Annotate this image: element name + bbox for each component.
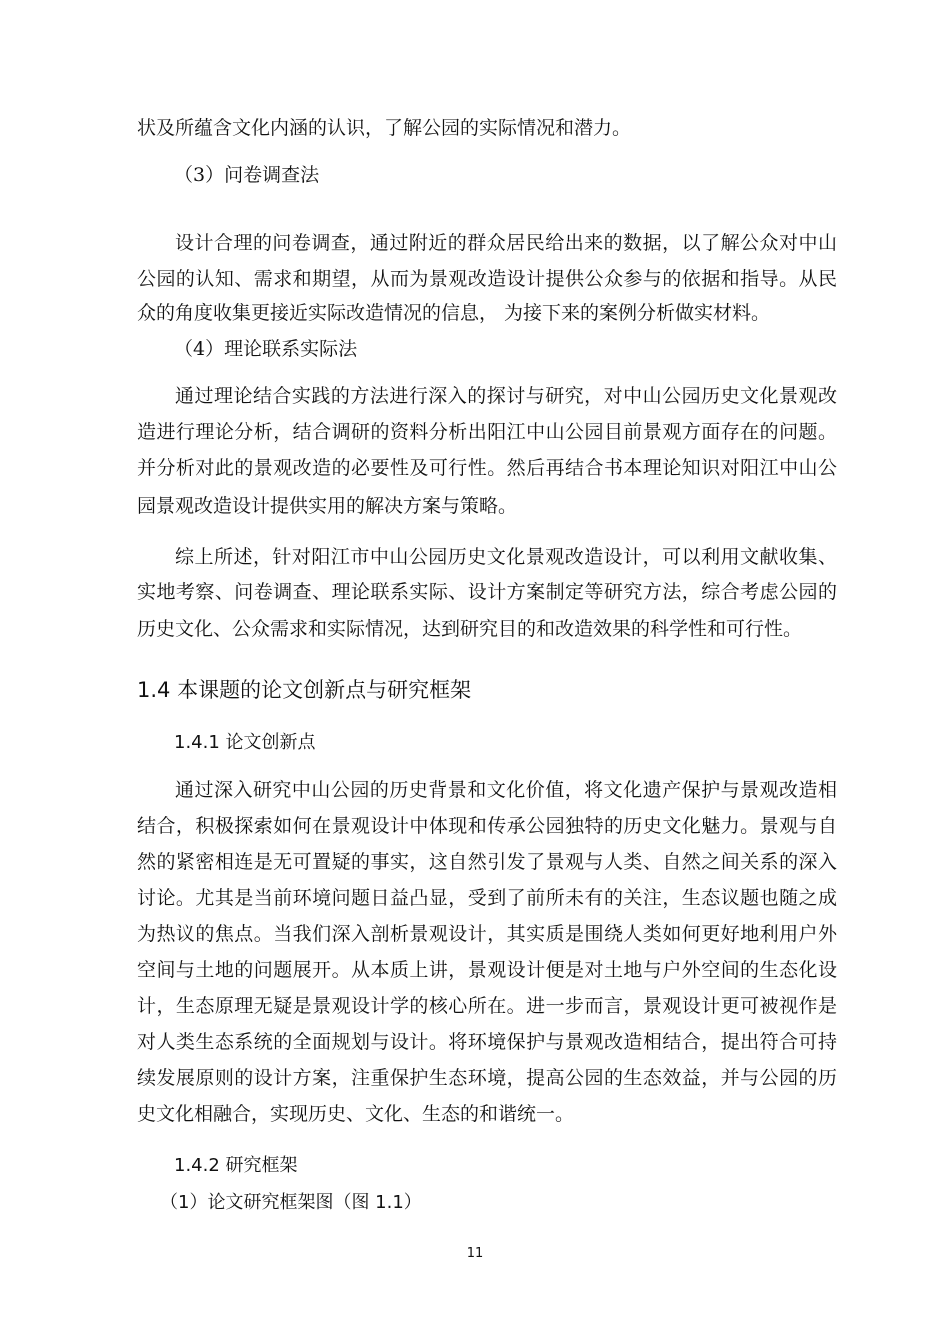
paragraph-line: 并分析对此的景观改造的必要性及可行性。然后再结合书本理论知识对阳江中山公 bbox=[137, 457, 837, 479]
paragraph-line: 众的角度收集更接近实际改造情况的信息， 为接下来的案例分析做实材料。 bbox=[137, 302, 771, 324]
figure-reference: （1）论文研究框架图（图 1.1） bbox=[160, 1192, 422, 1213]
paragraph-line: 园景观改造设计提供实用的解决方案与策略。 bbox=[137, 495, 518, 517]
paragraph-line: 通过深入研究中山公园的历史背景和文化价值，将文化遗产保护与景观改造相 bbox=[175, 779, 837, 801]
page-number: 11 bbox=[466, 1246, 484, 1261]
paragraph-line: 通过理论结合实践的方法进行深入的探讨与研究，对中山公园历史文化景观改 bbox=[175, 385, 837, 407]
subsection-heading: 1.4.2 研究框架 bbox=[174, 1155, 298, 1176]
paragraph-line: 公园的认知、需求和期望，从而为景观改造设计提供公众参与的依据和指导。从民 bbox=[137, 268, 837, 290]
paragraph-line: 续发展原则的设计方案，注重保护生态环境，提高公园的生态效益，并与公园的历 bbox=[137, 1067, 837, 1089]
paragraph-line: 结合，积极探索如何在景观设计中体现和传承公园独特的历史文化魅力。景观与自 bbox=[137, 815, 837, 837]
paragraph-line: 然的紧密相连是无可置疑的事实，这自然引发了景观与人类、自然之间关系的深入 bbox=[137, 851, 837, 873]
paragraph-line: 综上所述，针对阳江市中山公园历史文化景观改造设计，可以利用文献收集、 bbox=[175, 546, 837, 568]
paragraph-line: 空间与土地的问题展开。从本质上讲，景观设计便是对土地与户外空间的生态化设 bbox=[137, 959, 837, 981]
paragraph-line: 为热议的焦点。当我们深入剖析景观设计，其实质是围绕人类如何更好地利用户外 bbox=[137, 923, 837, 945]
method-4-heading: （4）理论联系实际法 bbox=[174, 338, 358, 360]
paragraph-line: 实地考察、问卷调查、理论联系实际、设计方案制定等研究方法，综合考虑公园的 bbox=[137, 581, 837, 603]
paragraph-line: 史文化相融合，实现历史、文化、生态的和谐统一。 bbox=[137, 1103, 575, 1125]
paragraph-line: 计，生态原理无疑是景观设计学的核心所在。进一步而言，景观设计更可被视作是 bbox=[137, 995, 837, 1017]
paragraph-line: 历史文化、公众需求和实际情况，达到研究目的和改造效果的科学性和可行性。 bbox=[137, 618, 803, 640]
paragraph-line: 状及所蕴含文化内涵的认识，了解公园的实际情况和潜力。 bbox=[137, 117, 632, 139]
paragraph-line: 讨论。尤其是当前环境问题日益凸显，受到了前所未有的关注，生态议题也随之成 bbox=[137, 887, 837, 909]
paragraph-line: 对人类生态系统的全面规划与设计。将环境保护与景观改造相结合，提出符合可持 bbox=[137, 1031, 837, 1053]
section-heading: 1.4 本课题的论文创新点与研究框架 bbox=[137, 678, 472, 702]
paragraph-line: 造进行理论分析，结合调研的资料分析出阳江中山公园目前景观方面存在的问题。 bbox=[137, 421, 837, 443]
subsection-heading: 1.4.1 论文创新点 bbox=[174, 732, 316, 753]
method-3-heading: （3）问卷调查法 bbox=[174, 164, 320, 186]
paragraph-line: 设计合理的问卷调查，通过附近的群众居民给出来的数据，以了解公众对中山 bbox=[175, 232, 837, 254]
